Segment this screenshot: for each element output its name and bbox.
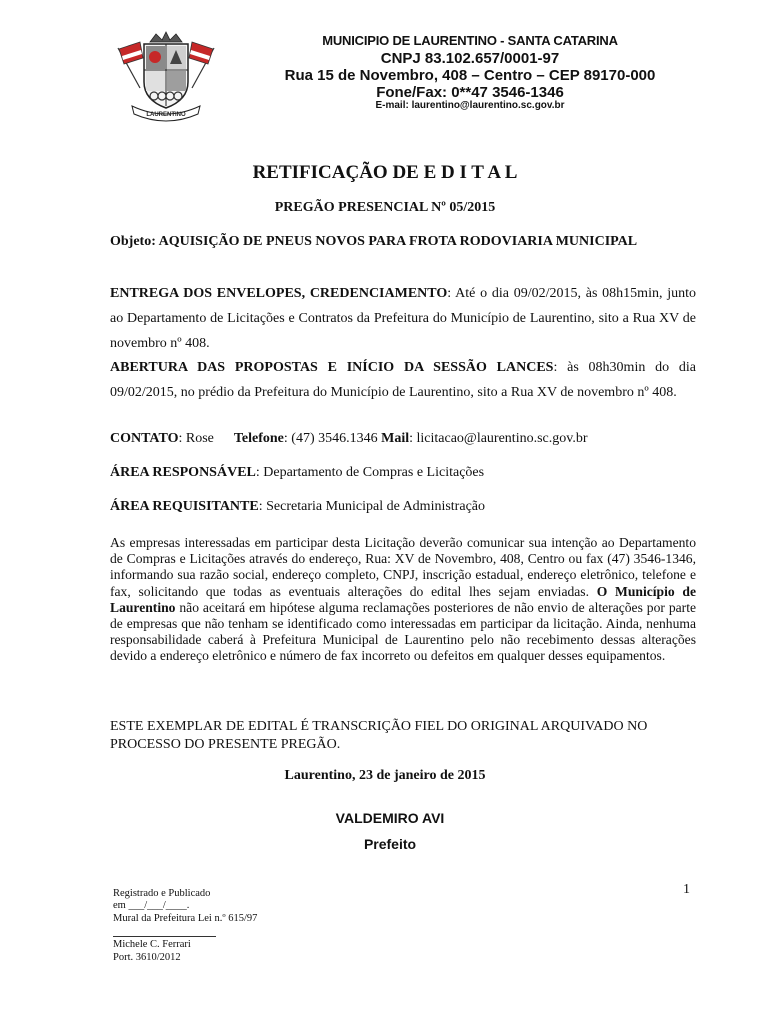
page-number: 1	[683, 882, 690, 897]
exemplar-paragraph: ESTE EXEMPLAR DE EDITAL É TRANSCRIÇÃO FIEL DO ORIGINAL ARQUIVADO NO PROCESSO DO PRESENTE PREGÃO.	[110, 719, 648, 752]
area-responsavel-paragraph	[110, 465, 696, 481]
area-responsavel-text: : Departamento de Compras e Licitações	[255, 465, 485, 480]
contato-label: CONTATO	[110, 431, 179, 446]
header-cnpj: CNPJ 83.102.657/0001-97	[380, 50, 560, 67]
contato-mail-label: Mail	[381, 431, 410, 446]
area-requisitante-label: ÁREA REQUISITANTE	[110, 499, 259, 514]
contato-phone: : (47) 3546.1346	[283, 431, 382, 446]
left-flag-icon	[118, 42, 143, 88]
crown-icon	[150, 32, 182, 42]
body-text-part1: As empresas interessadas em participar desta Licitação deverão comunicar sua intenção ao Departamento de Compras e Licitações através do endereço, Rua: XV de Novembro, 408, Centro ou fax (47) 3546-1346, informando sua razão social, endereço completo, CNPJ, inscrição estadual, endereço eletrônico, telefone e fax, solicitando que todas as eventuais alterações do edital lhes sejam enviadas.	[110, 535, 696, 599]
signature-role: Prefeito	[363, 836, 417, 852]
footer-port: Port. 3610/2012	[113, 952, 181, 963]
area-requisitante-paragraph	[110, 499, 696, 515]
signature-date: Laurentino, 23 de janeiro de 2015	[284, 768, 486, 783]
contato-phone-label: Telefone	[233, 431, 284, 446]
area-requisitante-text: : Secretaria Municipal de Administração	[258, 499, 485, 514]
body-text-bold: O Município de Laurentino	[110, 583, 696, 615]
abertura-paragraph	[110, 355, 696, 405]
header-municipality: MUNICIPIO DE LAURENTINO - SANTA CATARINA	[322, 33, 618, 48]
document-subtitle: PREGÃO PRESENCIAL Nº 05/2015	[274, 200, 496, 215]
municipal-crest-logo	[110, 30, 222, 126]
area-responsavel-label: ÁREA RESPONSÁVEL	[110, 465, 256, 480]
header-email: E-mail: laurentino@laurentino.sc.gov.br	[375, 100, 565, 111]
footer-date-blank: em ___/___/____.	[113, 900, 190, 911]
contato-mail: : licitacao@laurentino.sc.gov.br	[409, 431, 588, 446]
footer-registered: Registrado e Publicado	[113, 888, 211, 899]
entrega-paragraph	[110, 281, 696, 356]
footer-signer: Michele C. Ferrari	[113, 939, 191, 950]
objeto-text: AQUISIÇÃO DE PNEUS NOVOS PARA FROTA RODOVIARIA MUNICIPAL	[155, 234, 638, 249]
entrega-text: : Até o dia 09/02/2015, às 08h15min, junto ao Departamento de Licitações e Contratos da Prefeitura do Município de Laurentino, sito a Rua XV de novembro nº 408.	[110, 286, 696, 351]
crest-ribbon-text: LAURENTINO	[146, 112, 186, 118]
abertura-label: ABERTURA DAS PROPOSTAS E INÍCIO DA SESSÃO LANCES	[110, 360, 554, 375]
contato-paragraph	[110, 431, 696, 447]
signature-line	[113, 936, 216, 937]
header-address: Rua 15 de Novembro, 408 – Centro – CEP 89170-000	[284, 67, 656, 84]
document-title: RETIFICAÇÃO DE E D I T A L	[252, 162, 518, 183]
objeto-label: Objeto:	[110, 234, 156, 249]
signature-name: VALDEMIRO AVI	[335, 810, 445, 826]
header-phone: Fone/Fax: 0**47 3546-1346	[376, 84, 564, 101]
abertura-text: : às 08h30min do dia 09/02/2015, no prédio da Prefeitura do Município de Laurentino, sito a Rua XV de novembro nº 408.	[110, 360, 696, 400]
entrega-label: ENTREGA DOS ENVELOPES, CREDENCIAMENTO	[110, 286, 448, 301]
body-text-part2: não aceitará em hipótese alguma reclamações posteriores de não envio de alterações por parte de empresas que não tenham se identificado como interessadas em participar da licitação. Ainda, nenhuma responsabilidade caberá à Prefeitura Municipal de Laurentino pelo não recebimento dessas alterações devido a endereço eletrônico e número de fax incorreto ou defeitos em qualquer desses equipamentos.	[110, 599, 696, 664]
objeto-paragraph	[110, 233, 696, 251]
footer-mural: Mural da Prefeitura Lei n.º 615/97	[113, 913, 258, 924]
body-paragraph	[110, 535, 696, 665]
right-flag-icon	[189, 42, 214, 88]
contato-name: : Rose	[178, 431, 214, 446]
